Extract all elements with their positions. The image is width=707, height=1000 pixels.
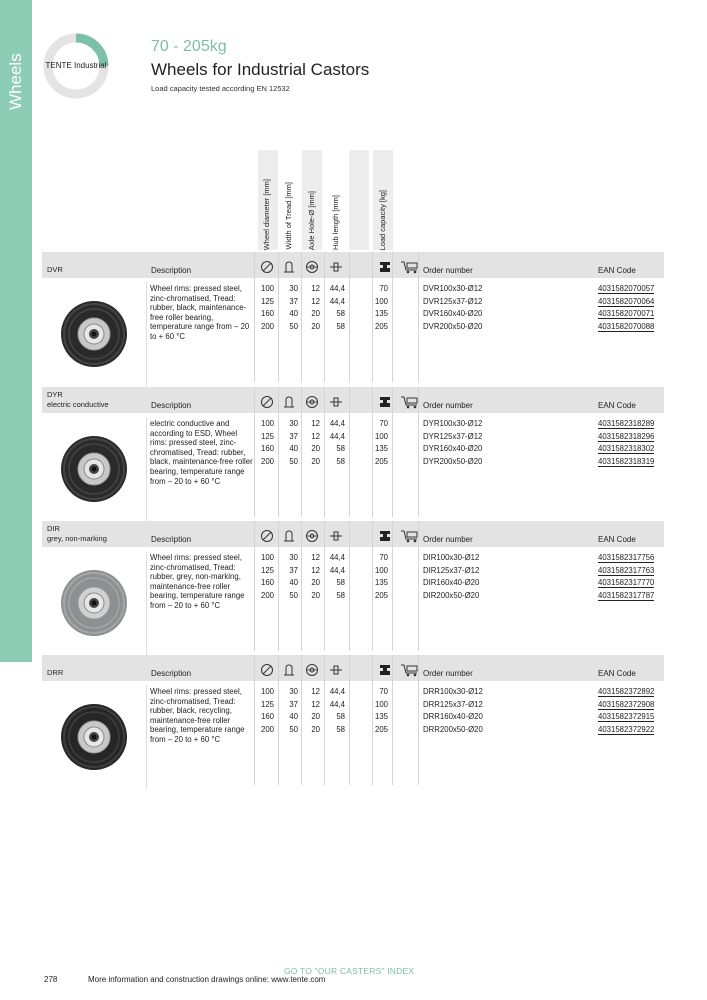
column-separator [418, 387, 419, 517]
wheel-icon [42, 417, 146, 521]
column-separator [392, 655, 393, 785]
product-code: DRR [47, 668, 64, 677]
cell-tread-width: 40 [289, 712, 298, 721]
cell-wheel-diameter: 200 [260, 590, 274, 600]
ean-code[interactable]: 4031582070057 [598, 284, 655, 293]
order-number-label: Order number [423, 669, 473, 678]
cell-wheel-diameter: 125 [260, 431, 274, 441]
ean-code[interactable]: 4031582372908 [598, 699, 655, 709]
cell-axle-hole: 20 [311, 456, 320, 466]
ean-code-label: EAN Code [598, 669, 636, 678]
column-separator [254, 521, 255, 651]
trolley-icon [400, 529, 420, 543]
product-description: Wheel rims: pressed steel, zinc-chromatised, Tread: rubber, black, maintenance-free roller bearing, temperature range from – 20 to + 60 °C [150, 284, 250, 341]
product-code: DIR [47, 524, 60, 533]
product-section-drr [42, 655, 664, 785]
column-separator [349, 521, 350, 651]
order-number: DRR160x40-Ø20 [423, 712, 483, 721]
product-code-sub: grey, non-marking [47, 534, 107, 543]
order-number-label: Order number [423, 535, 473, 544]
column-separator [372, 387, 373, 517]
cell-load-capacity: 70 [379, 553, 388, 562]
load-weight-icon [378, 260, 392, 274]
column-separator [418, 252, 419, 382]
wheel-diameter-icon [260, 529, 274, 543]
cell-load-capacity: 205 [374, 456, 388, 466]
cell-load-capacity: 205 [374, 724, 388, 734]
tread-width-icon [282, 260, 296, 274]
cell-load-capacity: 135 [374, 712, 388, 721]
cell-axle-hole: 20 [311, 321, 320, 331]
cell-hub-length: 58 [336, 309, 345, 318]
wheel-icon [42, 282, 146, 386]
order-number: DVR200x50-Ø20 [423, 321, 483, 331]
cell-tread-width: 50 [289, 724, 298, 734]
col-stripe [349, 150, 369, 250]
cell-axle-hole: 20 [311, 309, 320, 318]
cell-load-capacity: 135 [374, 309, 388, 318]
cell-tread-width: 30 [289, 284, 298, 293]
cell-hub-length: 58 [336, 321, 345, 331]
cell-tread-width: 40 [289, 309, 298, 318]
footer-info: More information and construction drawings online: www.tente.com [88, 975, 326, 984]
order-number: DRR200x50-Ø20 [423, 724, 483, 734]
cell-hub-length: 58 [336, 444, 345, 453]
side-tab-label: Wheels [6, 53, 25, 110]
order-number: DIR125x37-Ø12 [423, 565, 480, 575]
product-code: DVR [47, 265, 63, 274]
trolley-icon [400, 663, 420, 677]
ean-code[interactable]: 4031582318302 [598, 444, 655, 453]
cell-axle-hole: 20 [311, 590, 320, 600]
load-weight-icon [378, 395, 392, 409]
cell-tread-width: 50 [289, 456, 298, 466]
tread-width-icon [282, 663, 296, 677]
cell-axle-hole: 12 [311, 431, 320, 441]
column-separator [324, 252, 325, 382]
ean-code[interactable]: 4031582317770 [598, 578, 655, 587]
cell-axle-hole: 12 [311, 565, 320, 575]
description-label: Description [151, 535, 192, 544]
product-code: DYR [47, 390, 63, 399]
column-separator [254, 655, 255, 785]
column-separator [349, 655, 350, 785]
ean-code[interactable]: 4031582317763 [598, 565, 655, 575]
cell-hub-length: 58 [336, 712, 345, 721]
column-separator [324, 387, 325, 517]
cell-hub-length: 44,4 [329, 431, 345, 441]
column-separator [372, 655, 373, 785]
cell-tread-width: 30 [289, 553, 298, 562]
cell-axle-hole: 12 [311, 699, 320, 709]
description-label: Description [151, 401, 192, 410]
order-number-label: Order number [423, 401, 473, 410]
page-title: Wheels for Industrial Castors [151, 60, 370, 79]
wheel-image [42, 417, 147, 521]
section-header-band [42, 252, 664, 278]
cell-load-capacity: 70 [379, 419, 388, 428]
page-subtitle: Load capacity tested according EN 12532 [151, 84, 290, 93]
ean-code[interactable]: 4031582318289 [598, 419, 655, 428]
order-number: DYR100x30-Ø12 [423, 419, 483, 428]
column-separator [418, 655, 419, 785]
column-separator [392, 252, 393, 382]
axle-hole-icon [305, 663, 319, 677]
cell-load-capacity: 205 [374, 321, 388, 331]
cell-wheel-diameter: 100 [260, 553, 274, 562]
column-separator [301, 521, 302, 651]
cell-tread-width: 37 [289, 296, 298, 306]
cell-tread-width: 40 [289, 578, 298, 587]
cell-wheel-diameter: 125 [260, 296, 274, 306]
column-separator [254, 252, 255, 382]
cell-wheel-diameter: 125 [260, 699, 274, 709]
cell-load-capacity: 135 [374, 578, 388, 587]
trolley-icon [400, 395, 420, 409]
column-separator [372, 521, 373, 651]
column-separator [372, 252, 373, 382]
ean-code[interactable]: 4031582372922 [598, 724, 655, 734]
cell-load-capacity: 100 [374, 565, 388, 575]
ean-code[interactable]: 4031582070088 [598, 321, 655, 331]
order-number: DYR200x50-Ø20 [423, 456, 483, 466]
cell-tread-width: 30 [289, 687, 298, 696]
cell-tread-width: 37 [289, 565, 298, 575]
order-number: DYR160x40-Ø20 [423, 444, 483, 453]
ean-code[interactable]: 4031582317787 [598, 590, 655, 600]
product-description: electric conductive and according to ESD, Wheel rims: pressed steel, zinc-chromatised, Tread: rubber, black, maintenance-free roller bearing, temperature range from – 20 to + 60 °C [150, 419, 253, 486]
ean-code[interactable]: 4031582070071 [598, 309, 655, 318]
cell-tread-width: 37 [289, 431, 298, 441]
order-number: DRR100x30-Ø12 [423, 687, 483, 696]
ean-code-label: EAN Code [598, 266, 636, 275]
axle-hole-icon [305, 395, 319, 409]
column-separator [392, 521, 393, 651]
page-number: 278 [44, 975, 58, 984]
order-number: DVR125x37-Ø12 [423, 296, 483, 306]
hub-length-icon [329, 663, 343, 677]
cell-hub-length: 44,4 [329, 284, 345, 293]
order-number: DIR100x30-Ø12 [423, 553, 480, 562]
column-separator [278, 521, 279, 651]
cell-load-capacity: 135 [374, 444, 388, 453]
order-number: DVR100x30-Ø12 [423, 284, 483, 293]
cell-hub-length: 58 [336, 578, 345, 587]
description-label: Description [151, 669, 192, 678]
ean-code[interactable]: 4031582372915 [598, 712, 655, 721]
order-number-label: Order number [423, 266, 473, 275]
cell-axle-hole: 12 [311, 553, 320, 562]
column-separator [301, 387, 302, 517]
load-range: 70 - 205kg [151, 38, 227, 55]
section-side-tab [0, 0, 32, 662]
ean-code[interactable]: 4031582318319 [598, 456, 655, 466]
cell-hub-length: 44,4 [329, 565, 345, 575]
product-section-dvr [42, 252, 664, 382]
order-number: DVR160x40-Ø20 [423, 309, 483, 318]
cell-axle-hole: 12 [311, 687, 320, 696]
cell-hub-length: 44,4 [329, 687, 345, 696]
order-number: DIR200x50-Ø20 [423, 590, 480, 600]
cell-hub-length: 58 [336, 590, 345, 600]
ean-code[interactable]: 4031582318296 [598, 431, 655, 441]
cell-axle-hole: 20 [311, 444, 320, 453]
wheel-diameter-icon [260, 260, 274, 274]
cell-wheel-diameter: 125 [260, 565, 274, 575]
cell-wheel-diameter: 200 [260, 321, 274, 331]
cell-axle-hole: 20 [311, 712, 320, 721]
hub-length-icon [329, 395, 343, 409]
cell-wheel-diameter: 160 [260, 712, 274, 721]
column-separator [278, 252, 279, 382]
cell-hub-length: 58 [336, 456, 345, 466]
ean-code-label: EAN Code [598, 535, 636, 544]
cell-load-capacity: 70 [379, 284, 388, 293]
column-separator [254, 387, 255, 517]
cell-hub-length: 58 [336, 724, 345, 734]
column-separator [278, 387, 279, 517]
product-section-dyr [42, 387, 664, 517]
axle-hole-icon [305, 529, 319, 543]
wheel-icon [42, 551, 146, 655]
cell-wheel-diameter: 200 [260, 724, 274, 734]
cell-load-capacity: 100 [374, 431, 388, 441]
col-header-hub-length: Hub length [mm] [331, 194, 340, 250]
column-separator [324, 521, 325, 651]
col-header-tread-width: Width of Tread [mm] [284, 182, 293, 250]
product-description: Wheel rims: pressed steel, zinc-chromatised, Tread: rubber, grey, non-marking, maintenance-free roller bearing, temperature range from – 20 to + 60 °C [150, 553, 245, 610]
order-number: DYR125x37-Ø12 [423, 431, 483, 441]
cell-load-capacity: 100 [374, 699, 388, 709]
cell-axle-hole: 12 [311, 419, 320, 428]
wheel-image [42, 551, 147, 655]
cell-load-capacity: 100 [374, 296, 388, 306]
ean-code-label: EAN Code [598, 401, 636, 410]
casters-index-link[interactable]: GO TO "OUR CASTERS" INDEX [284, 966, 415, 976]
cell-load-capacity: 205 [374, 590, 388, 600]
column-separator [301, 252, 302, 382]
wheel-image [42, 282, 147, 386]
cell-hub-length: 44,4 [329, 296, 345, 306]
cell-axle-hole: 12 [311, 296, 320, 306]
col-header-axle-hole: Axle Hole-Ø [mm] [307, 190, 316, 250]
product-description: Wheel rims: pressed steel, zinc-chromatised, Tread: rubber, black, recycling, maintenance-free roller bearing, temperature range from – 20 to + 60 °C [150, 687, 245, 744]
wheel-image [42, 685, 147, 789]
column-separator [278, 655, 279, 785]
wheel-diameter-icon [260, 663, 274, 677]
cell-axle-hole: 20 [311, 724, 320, 734]
axle-hole-icon [305, 260, 319, 274]
cell-wheel-diameter: 200 [260, 456, 274, 466]
brand-name: TENTE Industrial [45, 61, 107, 70]
cell-wheel-diameter: 160 [260, 309, 274, 318]
description-label: Description [151, 266, 192, 275]
cell-wheel-diameter: 100 [260, 284, 274, 293]
cell-axle-hole: 12 [311, 284, 320, 293]
tread-width-icon [282, 529, 296, 543]
cell-axle-hole: 20 [311, 578, 320, 587]
cell-hub-length: 44,4 [329, 553, 345, 562]
trolley-icon [400, 260, 420, 274]
column-separator [349, 252, 350, 382]
col-header-wheel-diameter: Wheel diameter [mm] [262, 178, 271, 250]
section-header-band [42, 521, 664, 547]
column-separator [324, 655, 325, 785]
cell-load-capacity: 70 [379, 687, 388, 696]
ean-code[interactable]: 4031582070064 [598, 296, 655, 306]
cell-wheel-diameter: 100 [260, 687, 274, 696]
product-section-dir [42, 521, 664, 651]
order-number: DRR125x37-Ø12 [423, 699, 483, 709]
column-separator [392, 387, 393, 517]
column-separator [418, 521, 419, 651]
cell-tread-width: 40 [289, 444, 298, 453]
wheel-diameter-icon [260, 395, 274, 409]
cell-tread-width: 37 [289, 699, 298, 709]
order-number: DIR160x40-Ø20 [423, 578, 480, 587]
tread-width-icon [282, 395, 296, 409]
section-header-band [42, 655, 664, 681]
cell-tread-width: 50 [289, 590, 298, 600]
cell-tread-width: 50 [289, 321, 298, 331]
cell-tread-width: 30 [289, 419, 298, 428]
section-header-band [42, 387, 664, 413]
cell-wheel-diameter: 160 [260, 578, 274, 587]
cell-hub-length: 44,4 [329, 419, 345, 428]
wheel-icon [42, 685, 146, 789]
load-weight-icon [378, 529, 392, 543]
cell-wheel-diameter: 160 [260, 444, 274, 453]
column-separator [349, 387, 350, 517]
ean-code[interactable]: 4031582317756 [598, 553, 655, 562]
hub-length-icon [329, 260, 343, 274]
ean-code[interactable]: 4031582372892 [598, 687, 655, 696]
cell-hub-length: 44,4 [329, 699, 345, 709]
load-weight-icon [378, 663, 392, 677]
product-code-sub: electric conductive [47, 400, 109, 409]
cell-wheel-diameter: 100 [260, 419, 274, 428]
col-header-load-capacity: Load capacity [kg] [378, 189, 387, 250]
hub-length-icon [329, 529, 343, 543]
column-separator [301, 655, 302, 785]
